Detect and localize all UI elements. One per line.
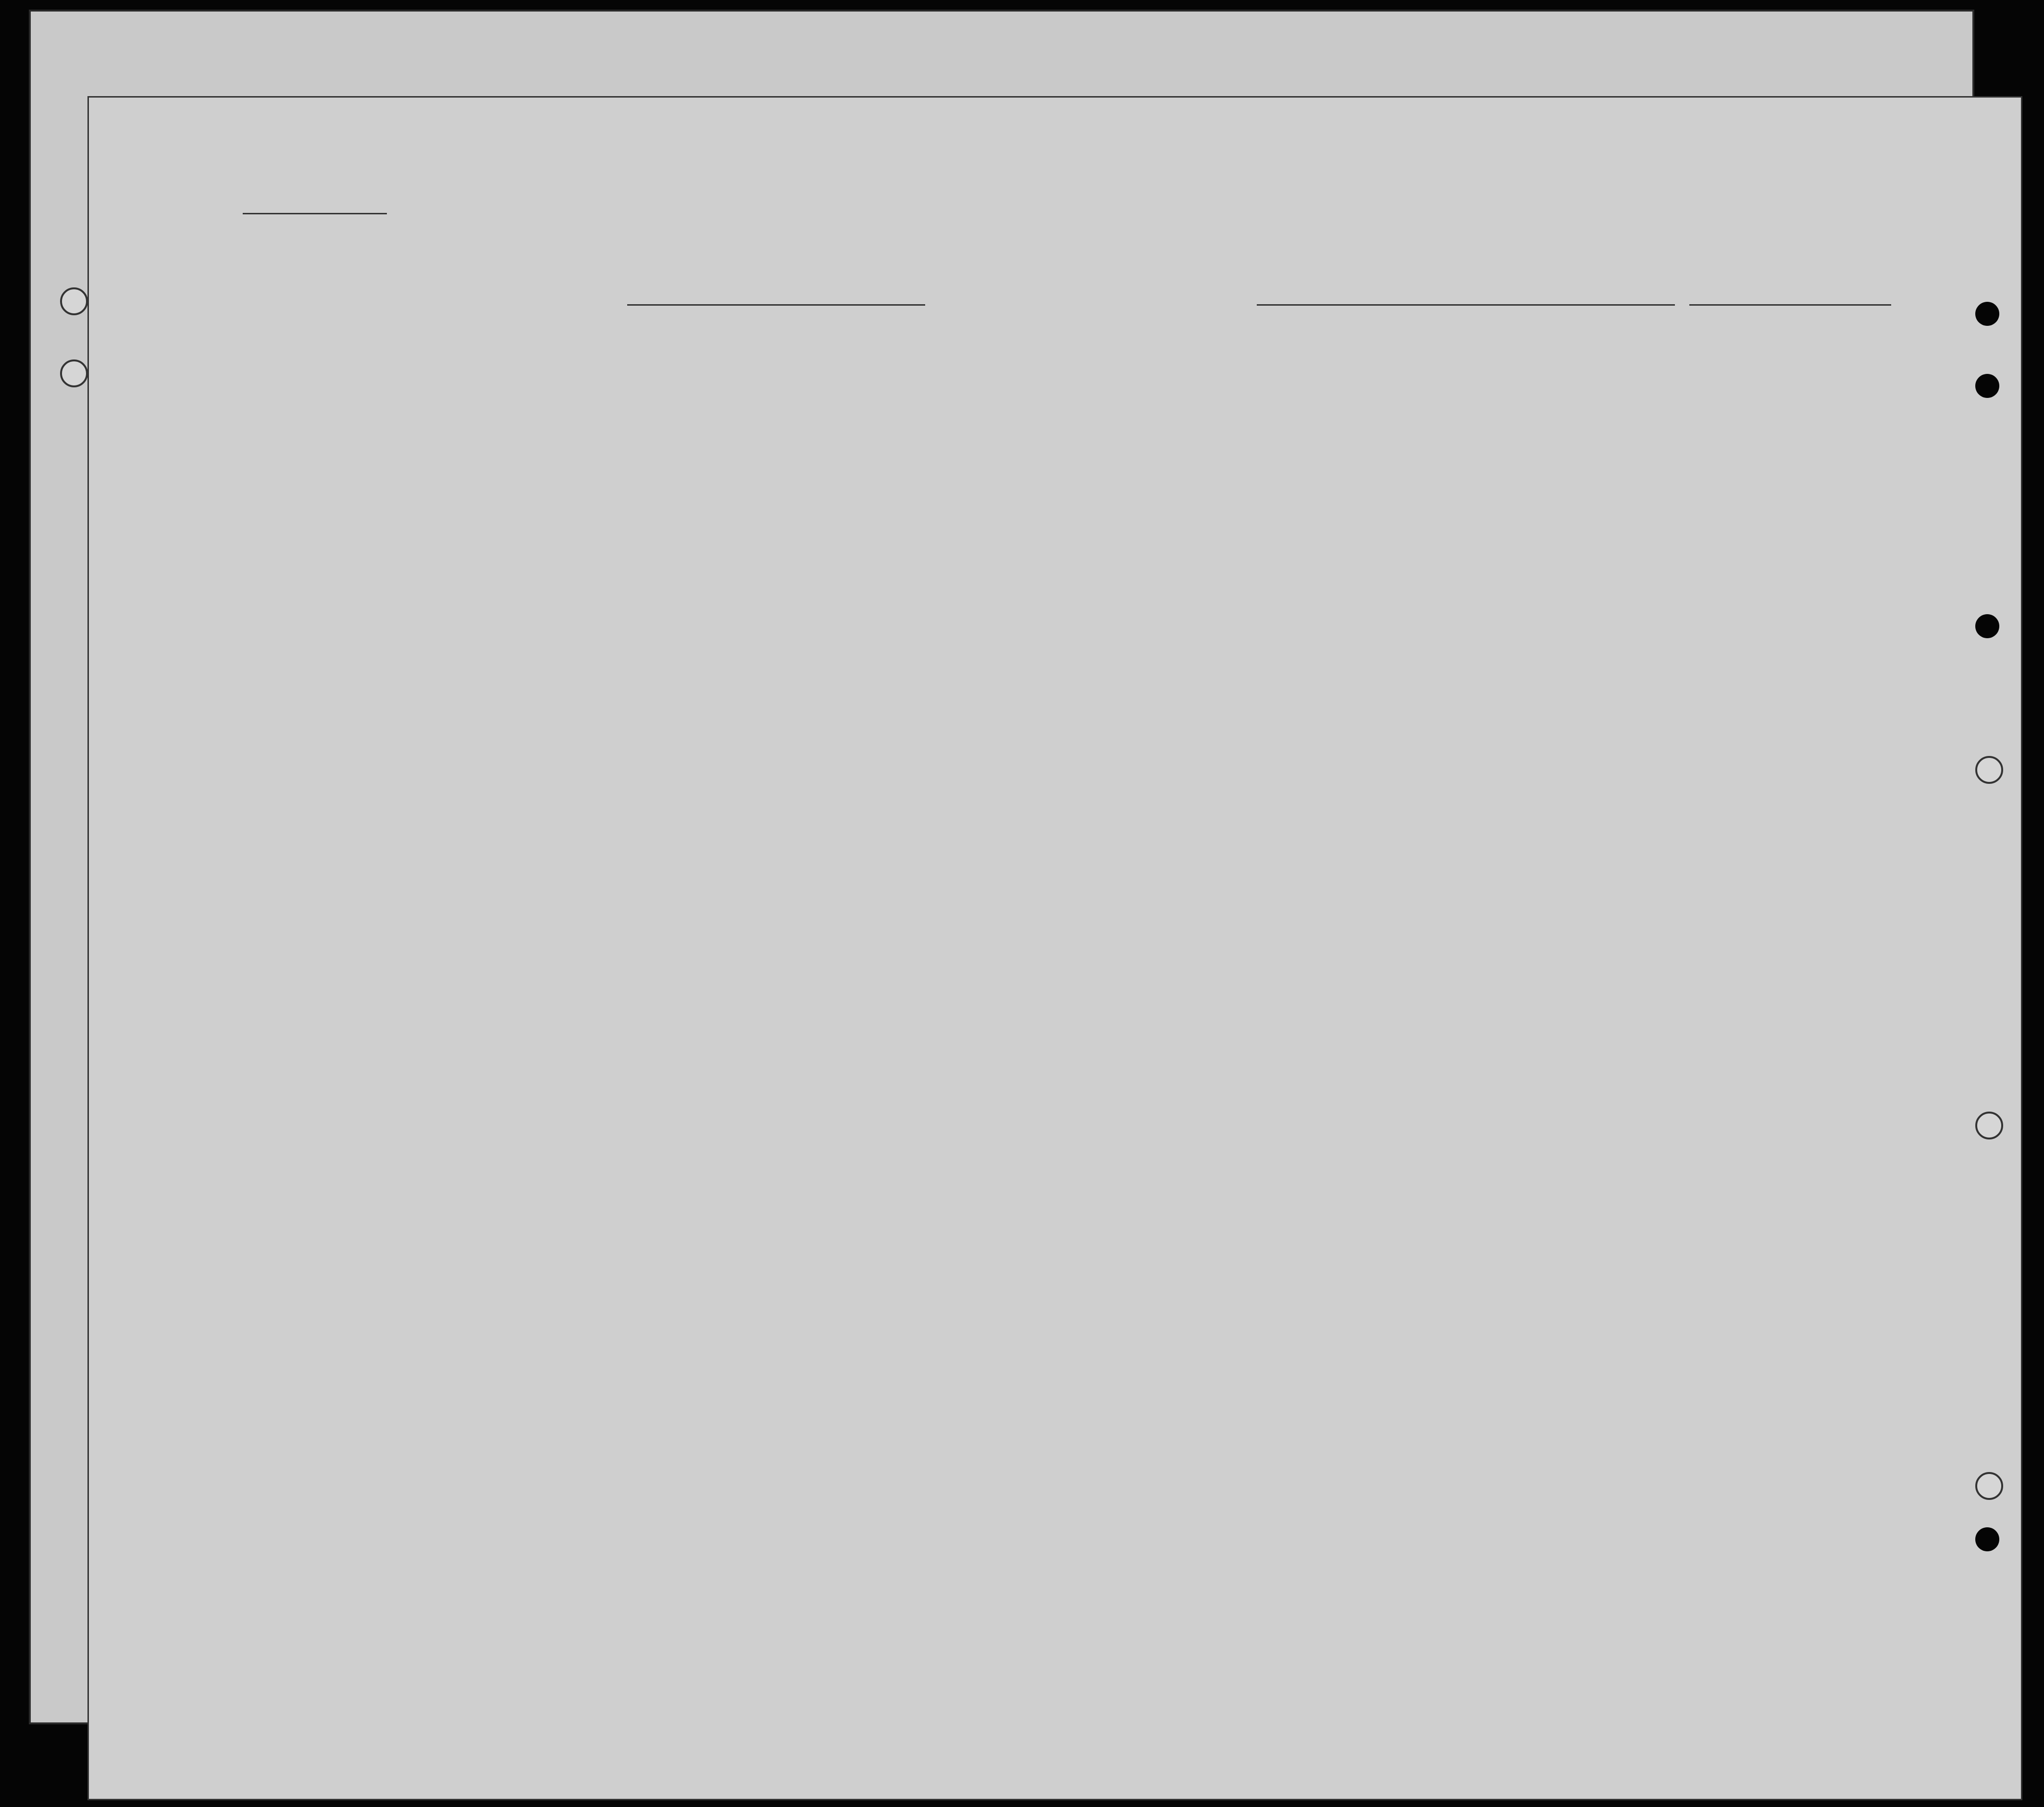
- binder-hole: [1975, 302, 1999, 326]
- date-underline: [1689, 304, 1891, 306]
- binder-hole: [1975, 614, 1999, 638]
- binder-hole: [1975, 756, 2003, 784]
- binder-hole: [1975, 374, 1999, 398]
- binder-hole: [1975, 1527, 1999, 1551]
- port-underline: [1257, 304, 1675, 306]
- binder-hole: [1975, 1112, 2003, 1139]
- ship-underline: [627, 304, 925, 306]
- manifest-sheet: [87, 96, 2022, 1800]
- binder-hole: [60, 287, 88, 315]
- passenger-table: [89, 319, 1934, 1746]
- list-underline: [243, 213, 387, 214]
- binder-hole: [60, 359, 88, 387]
- binder-hole: [1975, 1472, 2003, 1500]
